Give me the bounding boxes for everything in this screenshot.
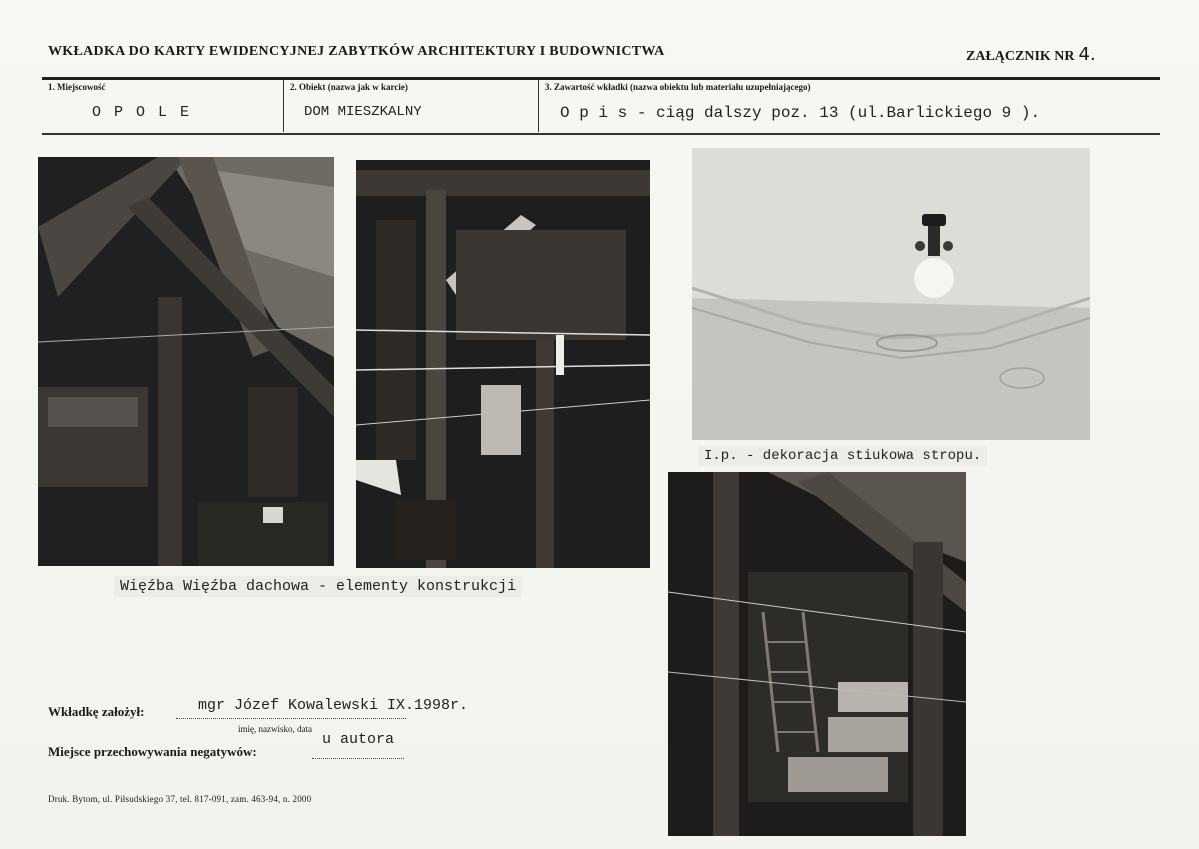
field-locality-value: O P O L E xyxy=(92,104,192,121)
negatives-line xyxy=(312,757,404,759)
photo-ceiling-stucco xyxy=(692,148,1090,440)
field-content-label: 3. Zawartość wkładki (nazwa obiektu lub materiału uzupełniającego) xyxy=(545,82,811,92)
header-rule-top xyxy=(42,77,1160,80)
printer-note: Druk. Bytom, ul. Piłsudskiego 37, tel. 817-091, zam. 463-94, n. 2000 xyxy=(48,794,312,804)
photo-roof-truss xyxy=(356,160,650,568)
created-by-hint: imię, nazwisko, data xyxy=(238,724,312,734)
field-divider xyxy=(283,80,284,132)
header-rule-bottom xyxy=(42,133,1160,135)
form-title: WKŁADKA DO KARTY EWIDENCYJNEJ ZABYTKÓW ARCHITEKTURY I BUDOWNICTWA xyxy=(48,44,665,59)
annex-number: 4. xyxy=(1078,44,1096,65)
created-by-value: mgr Józef Kowalewski IX.1998r. xyxy=(198,697,469,714)
caption-ceiling: I.p. - dekoracja stiukowa stropu. xyxy=(698,446,987,466)
field-divider xyxy=(538,80,539,132)
photo-attic-rafters xyxy=(38,157,334,566)
created-by-line xyxy=(176,717,406,719)
created-by-label: Wkładkę założył: xyxy=(48,704,145,719)
caption-roof-truss: Więźba Więźba dachowa - elementy konstrukcji xyxy=(114,576,522,597)
negatives-value: u autora xyxy=(322,731,395,748)
field-object-value: DOM MIESZKALNY xyxy=(304,104,422,120)
field-content-value: O p i s - ciąg dalszy poz. 13 (ul.Barlickiego 9 ). xyxy=(560,104,1041,122)
annex-label-text: ZAŁĄCZNIK NR xyxy=(966,49,1075,64)
field-locality-label: 1. Miejscowość xyxy=(48,82,106,92)
photo-attic-ladder xyxy=(668,472,966,836)
field-object-label: 2. Obiekt (nazwa jak w karcie) xyxy=(290,82,408,92)
annex-label xyxy=(966,44,1096,65)
negatives-label: Miejsce przechowywania negatywów: xyxy=(48,744,257,759)
